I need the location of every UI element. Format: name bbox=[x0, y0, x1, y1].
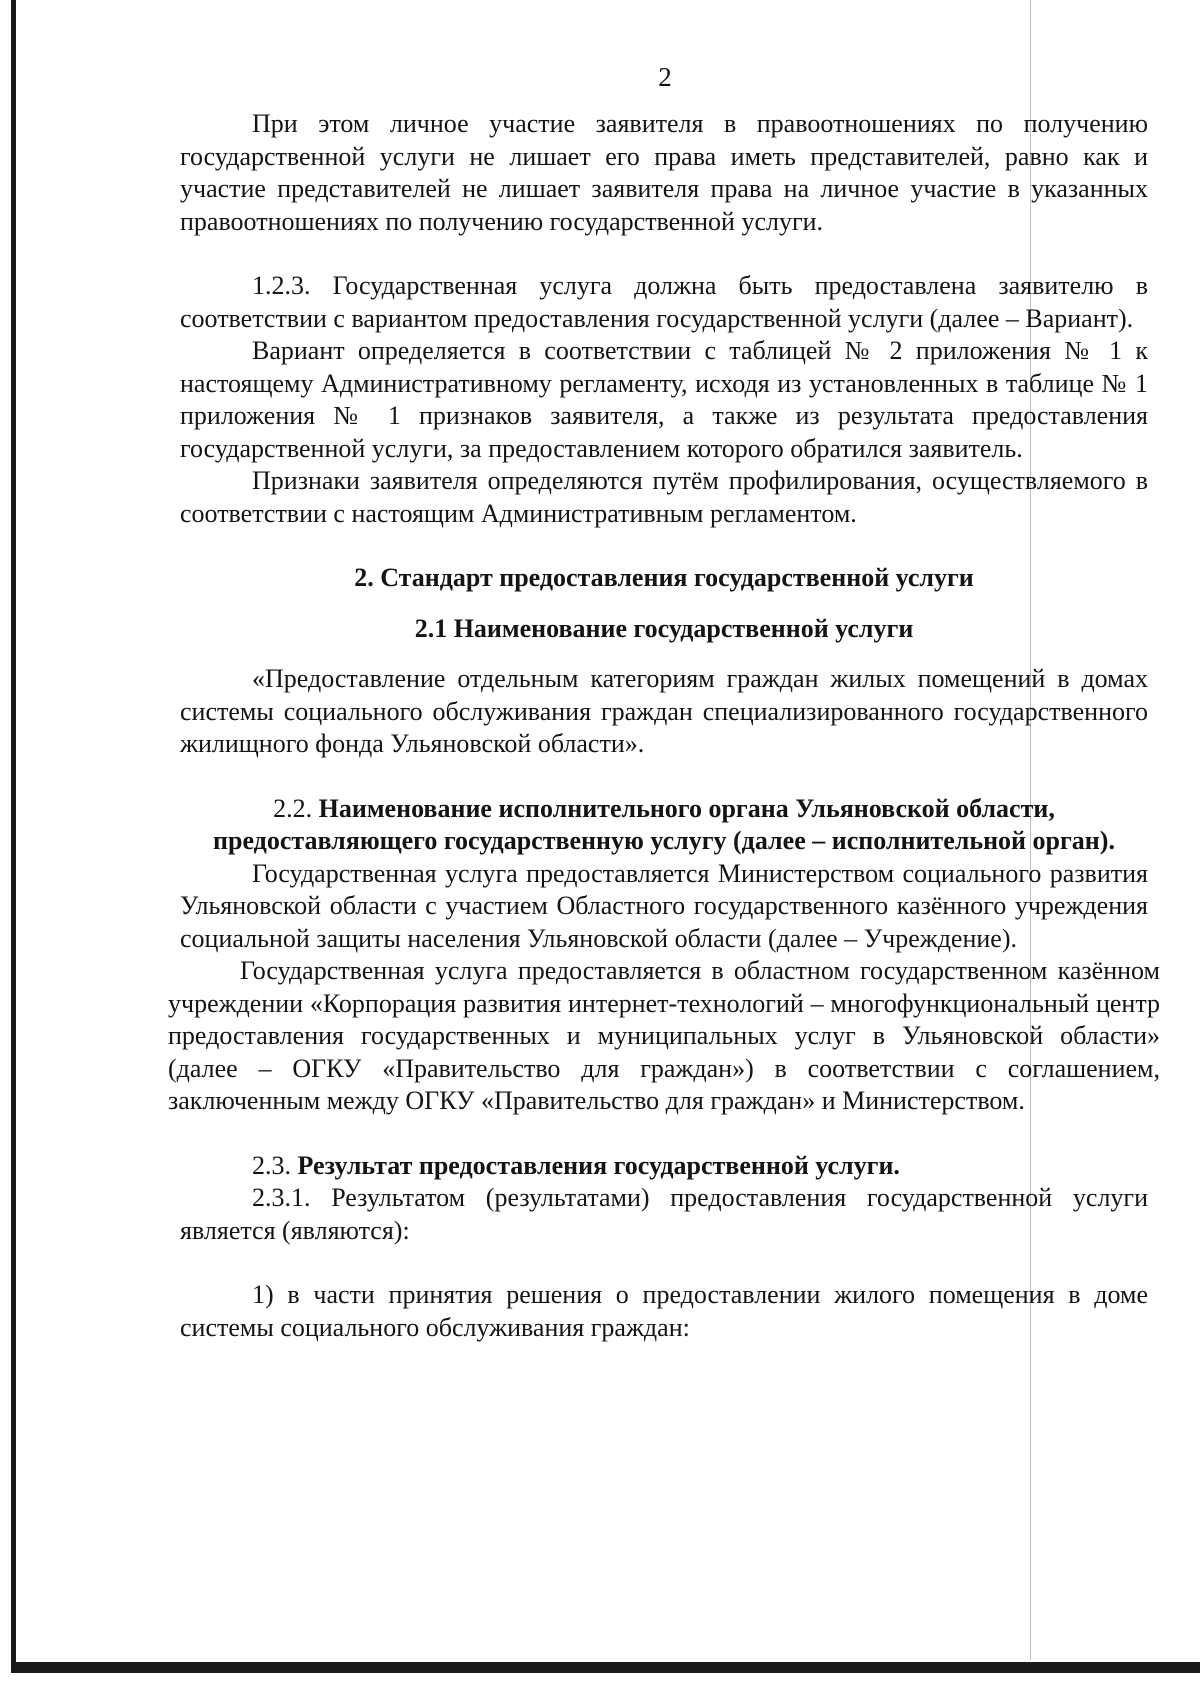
spacer bbox=[180, 238, 1148, 270]
section-heading-2-3 bbox=[180, 1150, 1148, 1183]
section-heading-2: 2. Стандарт предоставления государственной услуги bbox=[354, 563, 974, 592]
section-heading-2-1: 2.1 Наименование государственной услуги bbox=[414, 613, 914, 643]
paragraph-service-name: «Предоставление отдельным категориям граждан жилых помещений в домах системы социального обслуживания граждан специализированного государственного жилищного фонда Ульяновской области». bbox=[180, 664, 1148, 758]
paragraph-ministry: Государственная услуга предоставляется Министерством социального развития Ульяновской области с участием Областного государственного казённого учреждения социальной защиты населения Ульяновской области (далее – Учреждение). bbox=[180, 858, 1148, 953]
spacer bbox=[180, 1247, 1148, 1279]
section-heading-2-2 bbox=[160, 793, 1168, 858]
paragraph-1-2-3: 1.2.3. Государственная услуга должна быть предоставлена заявителю в соответствии с вариантом предоставления государственной услуги (далее – Вариант). bbox=[180, 271, 1148, 333]
paragraph-applicant-features: Признаки заявителя определяются путём профилирования, осуществляемого в соответствии с настоящим Административным регламентом. bbox=[180, 466, 1148, 528]
paragraph-item-1: 1) в части принятия решения о предоставлении жилого помещения в доме системы социального обслуживания граждан: bbox=[180, 1280, 1148, 1342]
scan-bottom-border bbox=[11, 1662, 1200, 1673]
heading-title: Результат предоставления государственной услуги. bbox=[297, 1150, 900, 1180]
spacer bbox=[180, 761, 1148, 793]
heading-title: Наименование исполнительного органа Ульяновской области, предоставляющего государственную услугу (далее – исполнительной орган). bbox=[213, 793, 1115, 855]
heading-number: 2.3. bbox=[252, 1150, 298, 1180]
spacer bbox=[180, 595, 1148, 613]
spacer bbox=[180, 645, 1148, 663]
paragraph-personal-participation: При этом личное участие заявителя в правоотношениях по получению государственной услуги не лишает его права иметь представителей, равно как и участие представителей не лишает заявителя права на личное участие в указанных правоотношениях по получению государственной услуги. bbox=[180, 109, 1148, 236]
heading-number: 2.2. bbox=[273, 793, 319, 823]
page-number: 2 bbox=[658, 62, 672, 92]
spacer bbox=[180, 530, 1148, 562]
paragraph-variant-definition: Вариант определяется в соответствии с таблицей № 2 приложения № 1 к настоящему Административному регламенту, исходя из установленных в таблице № 1 приложения № 1 признаков заявителя, а также из результата предоставления государственной услуги, за предоставлением которого обратился заявитель. bbox=[180, 336, 1148, 463]
spacer bbox=[180, 1118, 1148, 1150]
document-body bbox=[168, 108, 1160, 1344]
paragraph-2-3-1: 2.3.1. Результатом (результатами) предоставления государственной услуги является (являются): bbox=[180, 1183, 1148, 1245]
scan-left-border bbox=[11, 0, 16, 1672]
paragraph-mfc: Государственная услуга предоставляется в областном государственном казённом учреждении «Корпорация развития интернет-технологий – многофункциональный центр предоставления государственных и муниципальных услуг в Ульяновской области» (далее – ОГКУ «Правительство для граждан») в соответствии с соглашением, заключенным между ОГКУ «Правительство для граждан» и Министерством. bbox=[168, 956, 1160, 1115]
